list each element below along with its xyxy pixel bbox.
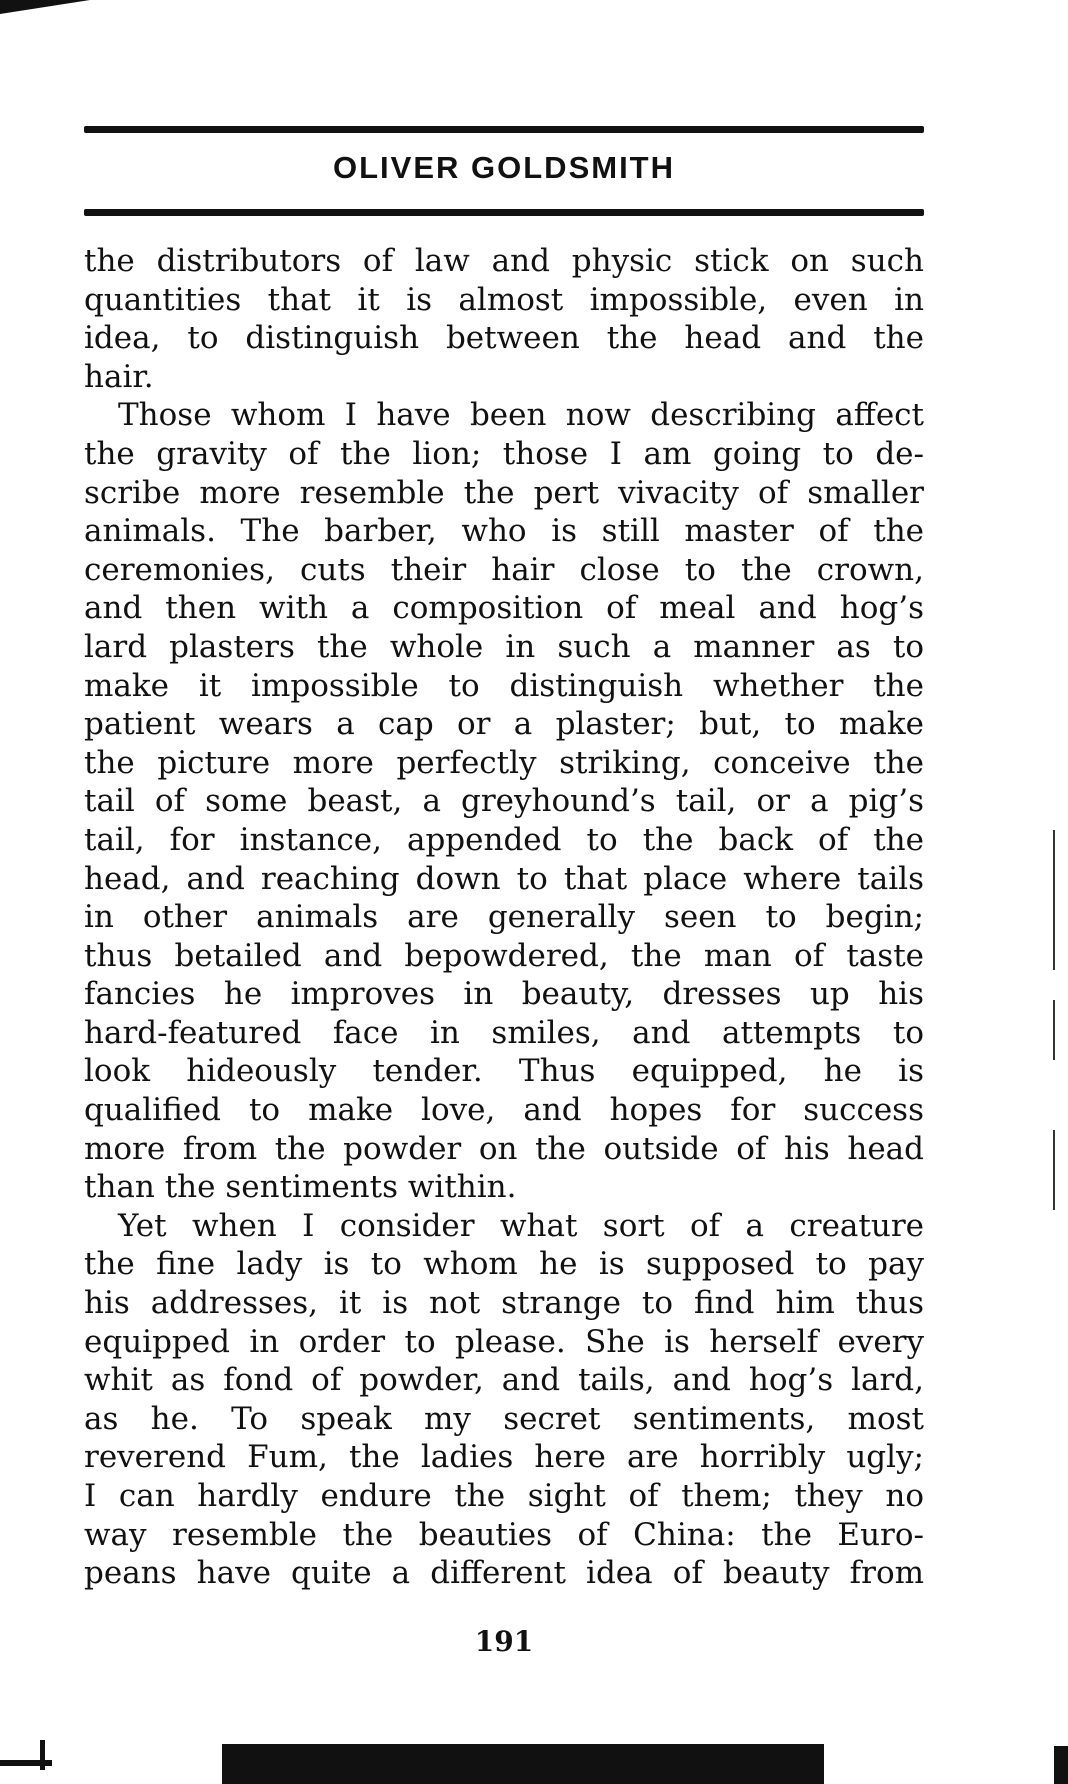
text-line: equipped in order to please. She is herself every [84,1323,924,1360]
text-line: I can hardly endure the sight of them; they no [84,1478,924,1514]
scan-bottom-bar [222,1744,824,1784]
text-line: more from the powder on the outside of his head [84,1130,924,1167]
text-line: hard-featured face in smiles, and attempts to [84,1014,924,1051]
text-line: the gravity of the lion; those I am going to de- [84,435,924,472]
scan-edge-mark-right [1054,1746,1068,1784]
header-rule-bottom [84,209,924,216]
text-line: the picture more perfectly striking, conceive the [84,744,924,781]
running-head: OLIVER GOLDSMITH [333,150,675,185]
text-line: tail of some beast, a greyhound’s tail, or a pig’s [84,783,924,820]
paragraph-start-line: Those whom I have been now describing affect [118,397,924,434]
text-line: the fine lady is to whom he is supposed to pay [84,1246,924,1283]
text-line: look hideously tender. Thus equipped, he is [84,1053,924,1090]
text-line: lard plasters the whole in such a manner as to [84,628,924,665]
text-line: as he. To speak my secret sentiments, most [84,1400,924,1437]
text-line: and then with a composition of meal and hog’s [84,590,924,627]
header-rule-top [84,126,924,133]
margin-scan-marks [1053,830,1059,1210]
text-line: way resemble the beauties of China: the Euro- [84,1516,924,1553]
text-line: idea, to distinguish between the head and the [84,320,924,357]
text-line: hair. [84,358,154,395]
text-line: in other animals are generally seen to begin; [84,899,924,936]
page-number: 191 [474,1625,534,1658]
scan-corner-mark [0,0,90,14]
body-text [84,242,924,1593]
paragraph-start-line: Yet when I consider what sort of a creature [118,1207,924,1244]
text-line: whit as fond of powder, and tails, and hog’s lard, [84,1362,924,1399]
text-line: scribe more resemble the pert vivacity of smaller [84,474,924,511]
text-line: make it impossible to distinguish whether the [84,667,924,704]
text-line: ceremonies, cuts their hair close to the crown, [84,551,924,588]
text-line: fancies he improves in beauty, dresses up his [84,976,924,1013]
text-line: the distributors of law and physic stick on such [84,243,924,279]
scan-edge-mark [0,1760,52,1766]
text-line: tail, for instance, appended to the back of the [84,821,924,858]
text-line: thus betailed and bepowdered, the man of taste [84,937,924,974]
text-line: patient wears a cap or a plaster; but, to make [84,706,924,743]
text-line: reverend Fum, the ladies here are horribly ugly; [84,1439,924,1476]
text-line: peans have quite a different idea of beauty from [84,1555,924,1592]
text-line: head, and reaching down to that place where tails [84,860,924,897]
text-line: his addresses, it is not strange to find him thus [84,1285,924,1322]
text-line: quantities that it is almost impossible, even in [84,281,924,318]
text-line: than the sentiments within. [84,1169,517,1206]
text-line: animals. The barber, who is still master of the [84,513,924,550]
text-line: qualified to make love, and hopes for success [84,1092,924,1129]
